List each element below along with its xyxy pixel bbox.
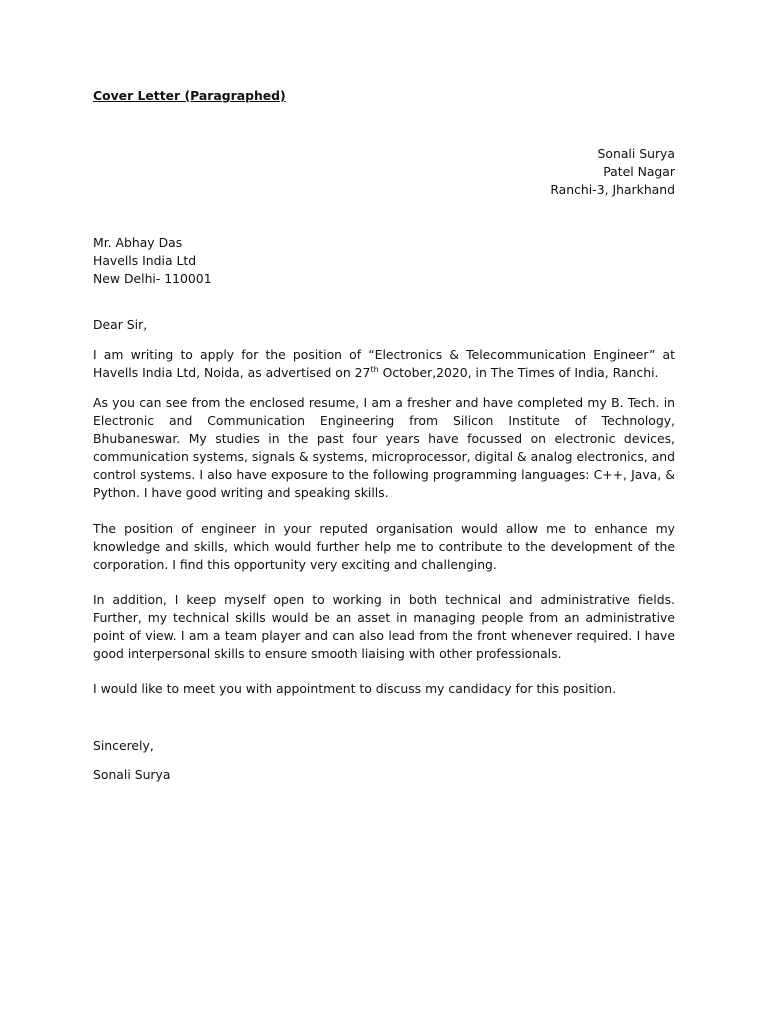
recipient-name: Mr. Abhay Das <box>93 235 183 250</box>
paragraph-education: As you can see from the enclosed resume, I am a fresher and have completed my B. Tech. in Electronic and Communication Engineering from Silicon Institute of Technology, Bhubaneswar. My studies in the past four years have focussed on electronic devices, communication systems, signals & systems, microprocessor, digital & analog electronics, and control systems. I also have exposure to the following programming languages: C++, Java, & Python. I have good writing and speaking skills. <box>93 395 675 500</box>
paragraph-position: The position of engineer in your reputed organisation would allow me to enhance my knowledge and skills, which would further help me to contribute to the development of the corporation. I find this opportunity very exciting and challenging. <box>93 521 675 572</box>
paragraph-application-main: I am writing to apply for the position of “Electronics & Telecommunication Engineer” at Havells India Ltd, Noida, as advertised on 27 <box>93 347 675 380</box>
sender-address <box>430 145 675 199</box>
recipient-address <box>93 234 393 288</box>
paragraph-skills: In addition, I keep myself open to working in both technical and administrative fields. Further, my technical skills would be an asset in managing people from an administrative point of view. I am a team player and can also lead from the front whenever required. I have good interpersonal skills to ensure smooth liaising with other professionals. <box>93 592 675 661</box>
recipient-city: New Delhi- 110001 <box>93 271 212 286</box>
paragraph-application-end: October,2020, in The Times of India, Ranchi. <box>378 365 659 380</box>
paragraph-application <box>93 346 675 382</box>
closing: Sincerely, <box>93 738 154 753</box>
sender-name: Sonali Surya <box>597 146 675 161</box>
paragraph-meeting: I would like to meet you with appointment to discuss my candidacy for this position. <box>93 681 617 696</box>
sender-address-line1: Patel Nagar <box>603 164 675 179</box>
recipient-company: Havells India Ltd <box>93 253 197 268</box>
salutation: Dear Sir, <box>93 317 148 332</box>
sender-address-line2: Ranchi-3, Jharkhand <box>550 182 675 197</box>
document-title: Cover Letter (Paragraphed) <box>93 88 286 103</box>
signature-name: Sonali Surya <box>93 767 171 782</box>
date-ordinal-suffix: th <box>370 364 379 374</box>
